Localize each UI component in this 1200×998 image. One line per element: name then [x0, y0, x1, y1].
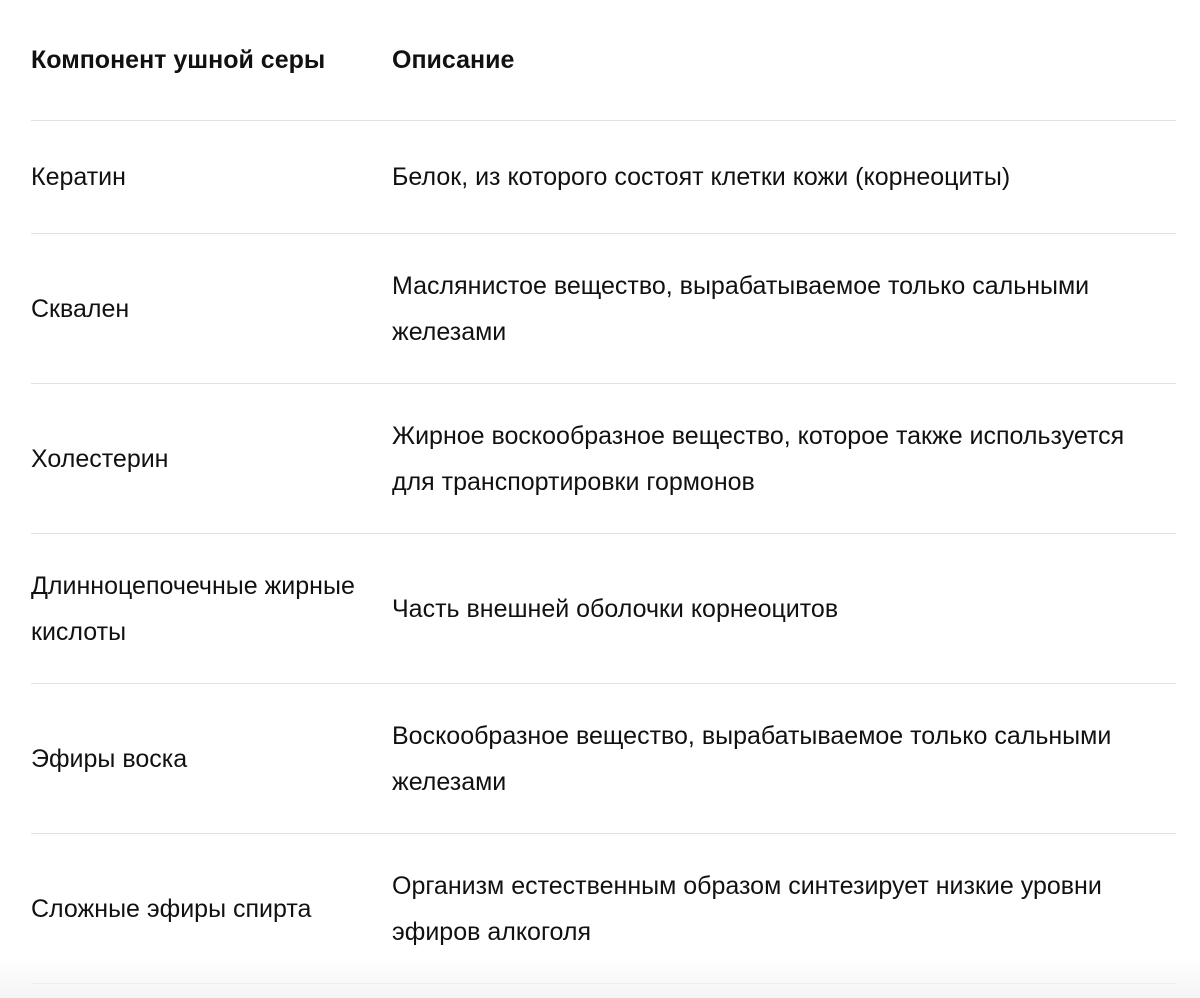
table-row	[31, 384, 1176, 534]
cell-description: Жирное воскообразное вещество, которое также используется для транспортировки гормонов	[392, 421, 1125, 496]
bottom-fade	[0, 958, 1200, 998]
table-row	[31, 534, 1176, 684]
earwax-components-table-container	[31, 0, 1176, 984]
cell-component: Сложные эфиры спирта	[31, 894, 312, 923]
table-row	[31, 234, 1176, 384]
table-body	[31, 121, 1176, 984]
cell-component: Длинноцепочечные жирные кислоты	[31, 571, 355, 646]
cell-description: Воскообразное вещество, вырабатываемое только сальными железами	[392, 721, 1112, 796]
table-row	[31, 121, 1176, 234]
cell-component: Холестерин	[31, 444, 169, 473]
table-header-row	[31, 0, 1176, 121]
cell-component: Сквален	[31, 294, 130, 323]
cell-description: Маслянистое вещество, вырабатываемое только сальными железами	[392, 271, 1090, 346]
cell-description: Белок, из которого состоят клетки кожи (корнеоциты)	[392, 163, 1011, 191]
header-description: Описание	[392, 46, 515, 74]
table-row	[31, 684, 1176, 834]
cell-component: Эфиры воска	[31, 744, 188, 773]
table-header	[31, 0, 1176, 121]
cell-description: Часть внешней оболочки корнеоцитов	[392, 594, 839, 623]
cell-component: Кератин	[31, 163, 126, 191]
header-component: Компонент ушной серы	[31, 46, 326, 74]
earwax-components-table	[31, 0, 1176, 984]
cell-description: Организм естественным образом синтезирует низкие уровни эфиров алкоголя	[392, 871, 1102, 946]
